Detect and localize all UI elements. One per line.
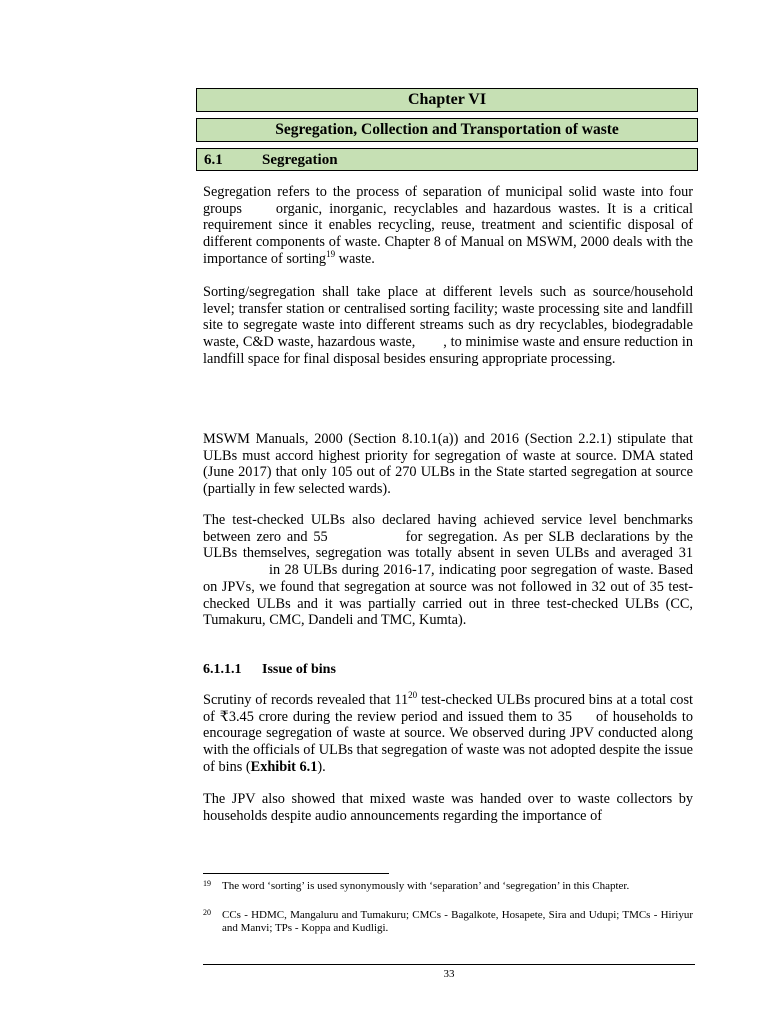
footnote-number: 19: [203, 879, 211, 888]
paragraph-segregation-definition: [203, 184, 693, 268]
page-number: 33: [443, 968, 455, 980]
footnote-19: [203, 880, 693, 893]
subsection-heading: [203, 662, 336, 678]
paragraph-text: Segregation refers to the process of separation of municipal solid waste into four groups: [203, 184, 693, 217]
paragraph-issue-of-bins: [203, 692, 693, 776]
paragraph-text: Scrutiny of records revealed that 11: [203, 692, 409, 708]
section-banner: [196, 148, 698, 171]
chapter-heading: Chapter VI: [407, 91, 487, 108]
paragraph-text: test-checked ULBs procured bins at a total cost of ₹3.45 crore during the review period and issued them to 35: [203, 692, 693, 725]
paragraph-text: , to minimise waste and ensure reduction in landfill space for final disposal besides ensuring appropriate processing.: [203, 334, 693, 367]
paragraph-manual-stipulation: MSWM Manuals, 2000 (Section 8.10.1(a)) and 2016 (Section 2.2.1) stipulate that ULBs must accord highest priority for segregation of waste at source. DMA stated (June 2017) that only 105 out of 270 ULBs in the State started segregation at source (partially in few selected wards).: [203, 431, 693, 498]
section-number: 6.1: [204, 152, 223, 168]
chapter-title-banner: [196, 118, 698, 142]
paragraph-text: in 28 ULBs during 2016-17, indicating poor segregation of waste. Based on JPVs, we found that segregation at source was not followed in 32 out of 35 test-checked ULBs and it was partially carried out in three test-checked ULBs (CC, Tumakuru, CMC, Dandeli and TMC, Kumta).: [203, 562, 693, 629]
footnote-number: 20: [203, 908, 211, 917]
subsection-number: 6.1.1.1: [203, 662, 242, 677]
footnote-text: CCs - HDMC, Mangaluru and Tumakuru; CMCs - Bagalkote, Hosapete, Sira and Udupi; TMCs - Hiriyur and Manvi; TPs - Koppa and Kudligi.: [222, 909, 693, 934]
paragraph-text: organic, inorganic, recyclables and hazardous wastes. It is a critical requirement since it enables recycling, reuse, treatment and scientific disposal of different components of waste. Chapter 8 of Manual on MSWM, 2000 deals with the importance of sorting: [203, 200, 693, 267]
exhibit-ref: Exhibit 6.1: [250, 758, 318, 775]
paragraph-text: waste.: [335, 250, 375, 267]
paragraph-text: of households to encourage segregation of waste at source. We observed during JPV conducted along with the officials of ULBs that segregation of waste was not adopted despite the issue of bins (: [203, 708, 694, 775]
paragraph-jpv-mixed-waste: The JPV also showed that mixed waste was handed over to waste collectors by households despite audio announcements regarding the importance of: [203, 791, 693, 824]
footnote-separator: [203, 873, 389, 874]
subsection-title: Issue of bins: [262, 662, 336, 677]
footnote-ref-19: 19: [326, 248, 336, 259]
paragraph-sorting-levels: [203, 284, 693, 368]
chapter-title: Segregation, Collection and Transportation of waste: [275, 121, 619, 138]
footnote-text: The word ‘sorting’ is used synonymously with ‘separation’ and ‘segregation’ in this Chapter.: [222, 880, 630, 892]
section-title: Segregation: [262, 152, 338, 168]
paragraph-text: Sorting/segregation shall take place at different levels such as source/household level; transfer station or centralised sorting facility; waste processing site and landfill site to segregate waste into different streams such as dry recyclables, biodegradable waste, C&D waste, hazardous waste,: [203, 284, 693, 351]
paragraph-text: ).: [317, 758, 326, 775]
paragraph-slb-declarations: [203, 512, 693, 629]
paragraph-text: The test-checked ULBs also declared having achieved service level benchmarks between zero and 55: [203, 512, 693, 545]
paragraph-text: for segregation. As per SLB declarations by the ULBs themselves, segregation was totally absent in seven ULBs and averaged 31: [203, 528, 693, 562]
chapter-banner: [196, 88, 698, 112]
footnote-ref-20: 20: [408, 690, 418, 700]
footer-rule: [203, 964, 695, 965]
footnote-20: [203, 909, 693, 935]
